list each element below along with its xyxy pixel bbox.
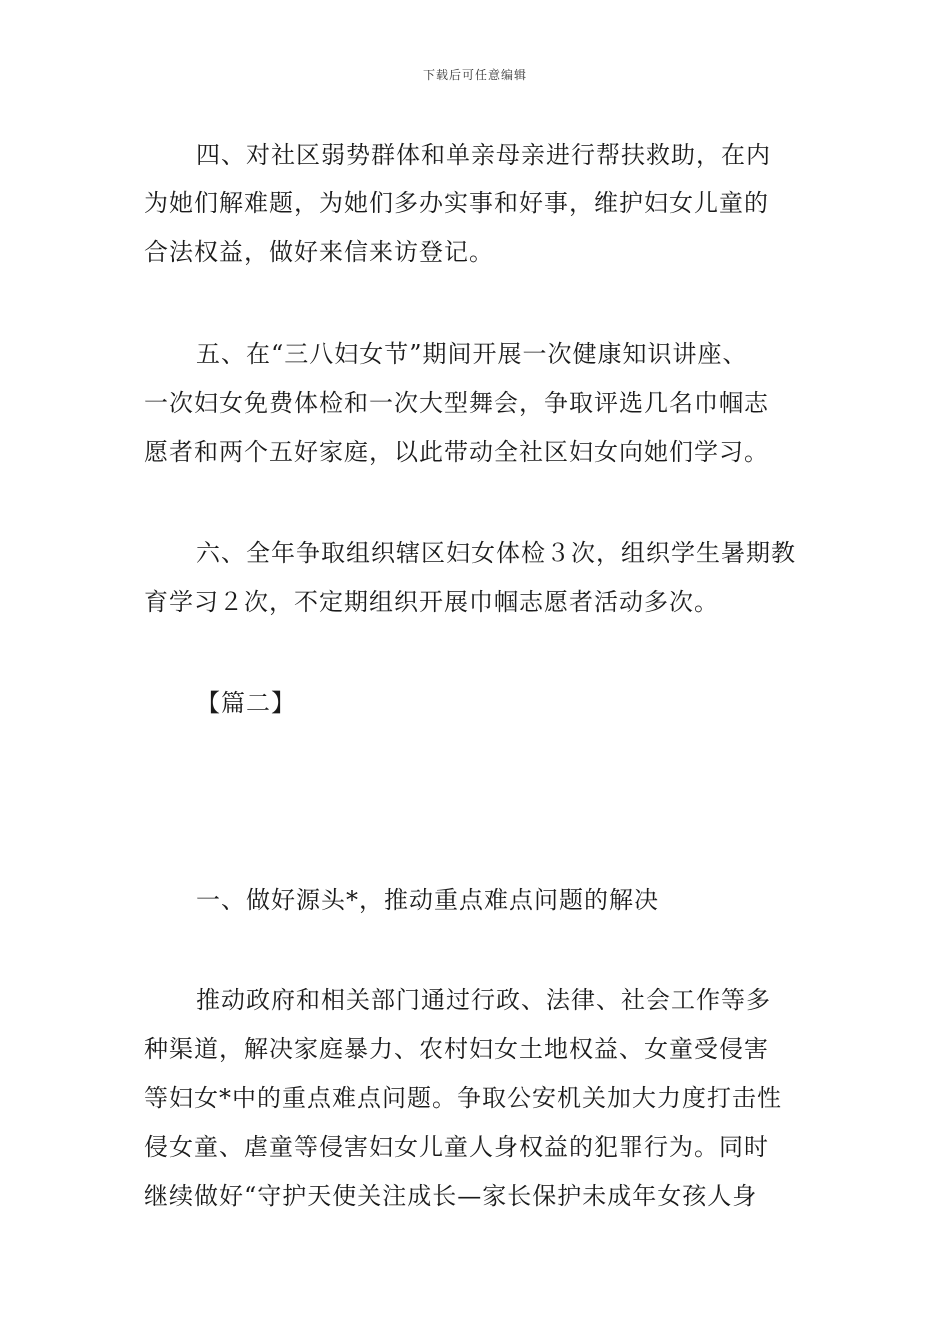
page-header: 下载后可任意编辑 bbox=[422, 68, 527, 82]
paragraph-line: 侵女童、虐童等侵害妇女儿童人身权益的犯罪行为。同时 bbox=[144, 1133, 769, 1161]
paragraph-line: 继续做好“守护天使关注成长—家长保护未成年女孩人身 bbox=[144, 1182, 758, 1210]
section-title: 【篇二】 bbox=[196, 689, 296, 717]
paragraph-line: 等妇女*中的重点难点问题。争取公安机关加大力度打击性 bbox=[144, 1084, 782, 1112]
paragraph-line: 一次妇女免费体检和一次大型舞会，争取评选几名巾帼志 bbox=[144, 389, 769, 417]
paragraph-line: 推动政府和相关部门通过行政、法律、社会工作等多 bbox=[196, 986, 771, 1014]
paragraph-line: 育学习２次，不定期组织开展巾帼志愿者活动多次。 bbox=[144, 588, 719, 616]
paragraph-line: 合法权益，做好来信来访登记。 bbox=[144, 238, 494, 266]
paragraph-line: 五、在“三八妇女节”期间开展一次健康知识讲座、 bbox=[196, 340, 748, 368]
paragraph-line: 为她们解难题，为她们多办实事和好事，维护妇女儿童的 bbox=[144, 189, 769, 217]
paragraph-line: 六、全年争取组织辖区妇女体检３次，组织学生暑期教 bbox=[196, 539, 796, 567]
paragraph-line: 愿者和两个五好家庭，以此带动全社区妇女向她们学习。 bbox=[144, 438, 769, 466]
section-heading: 一、做好源头*，推动重点难点问题的解决 bbox=[196, 886, 659, 914]
paragraph-line: 四、对社区弱势群体和单亲母亲进行帮扶救助，在内 bbox=[196, 141, 771, 169]
paragraph-line: 种渠道，解决家庭暴力、农村妇女土地权益、女童受侵害 bbox=[144, 1035, 769, 1063]
